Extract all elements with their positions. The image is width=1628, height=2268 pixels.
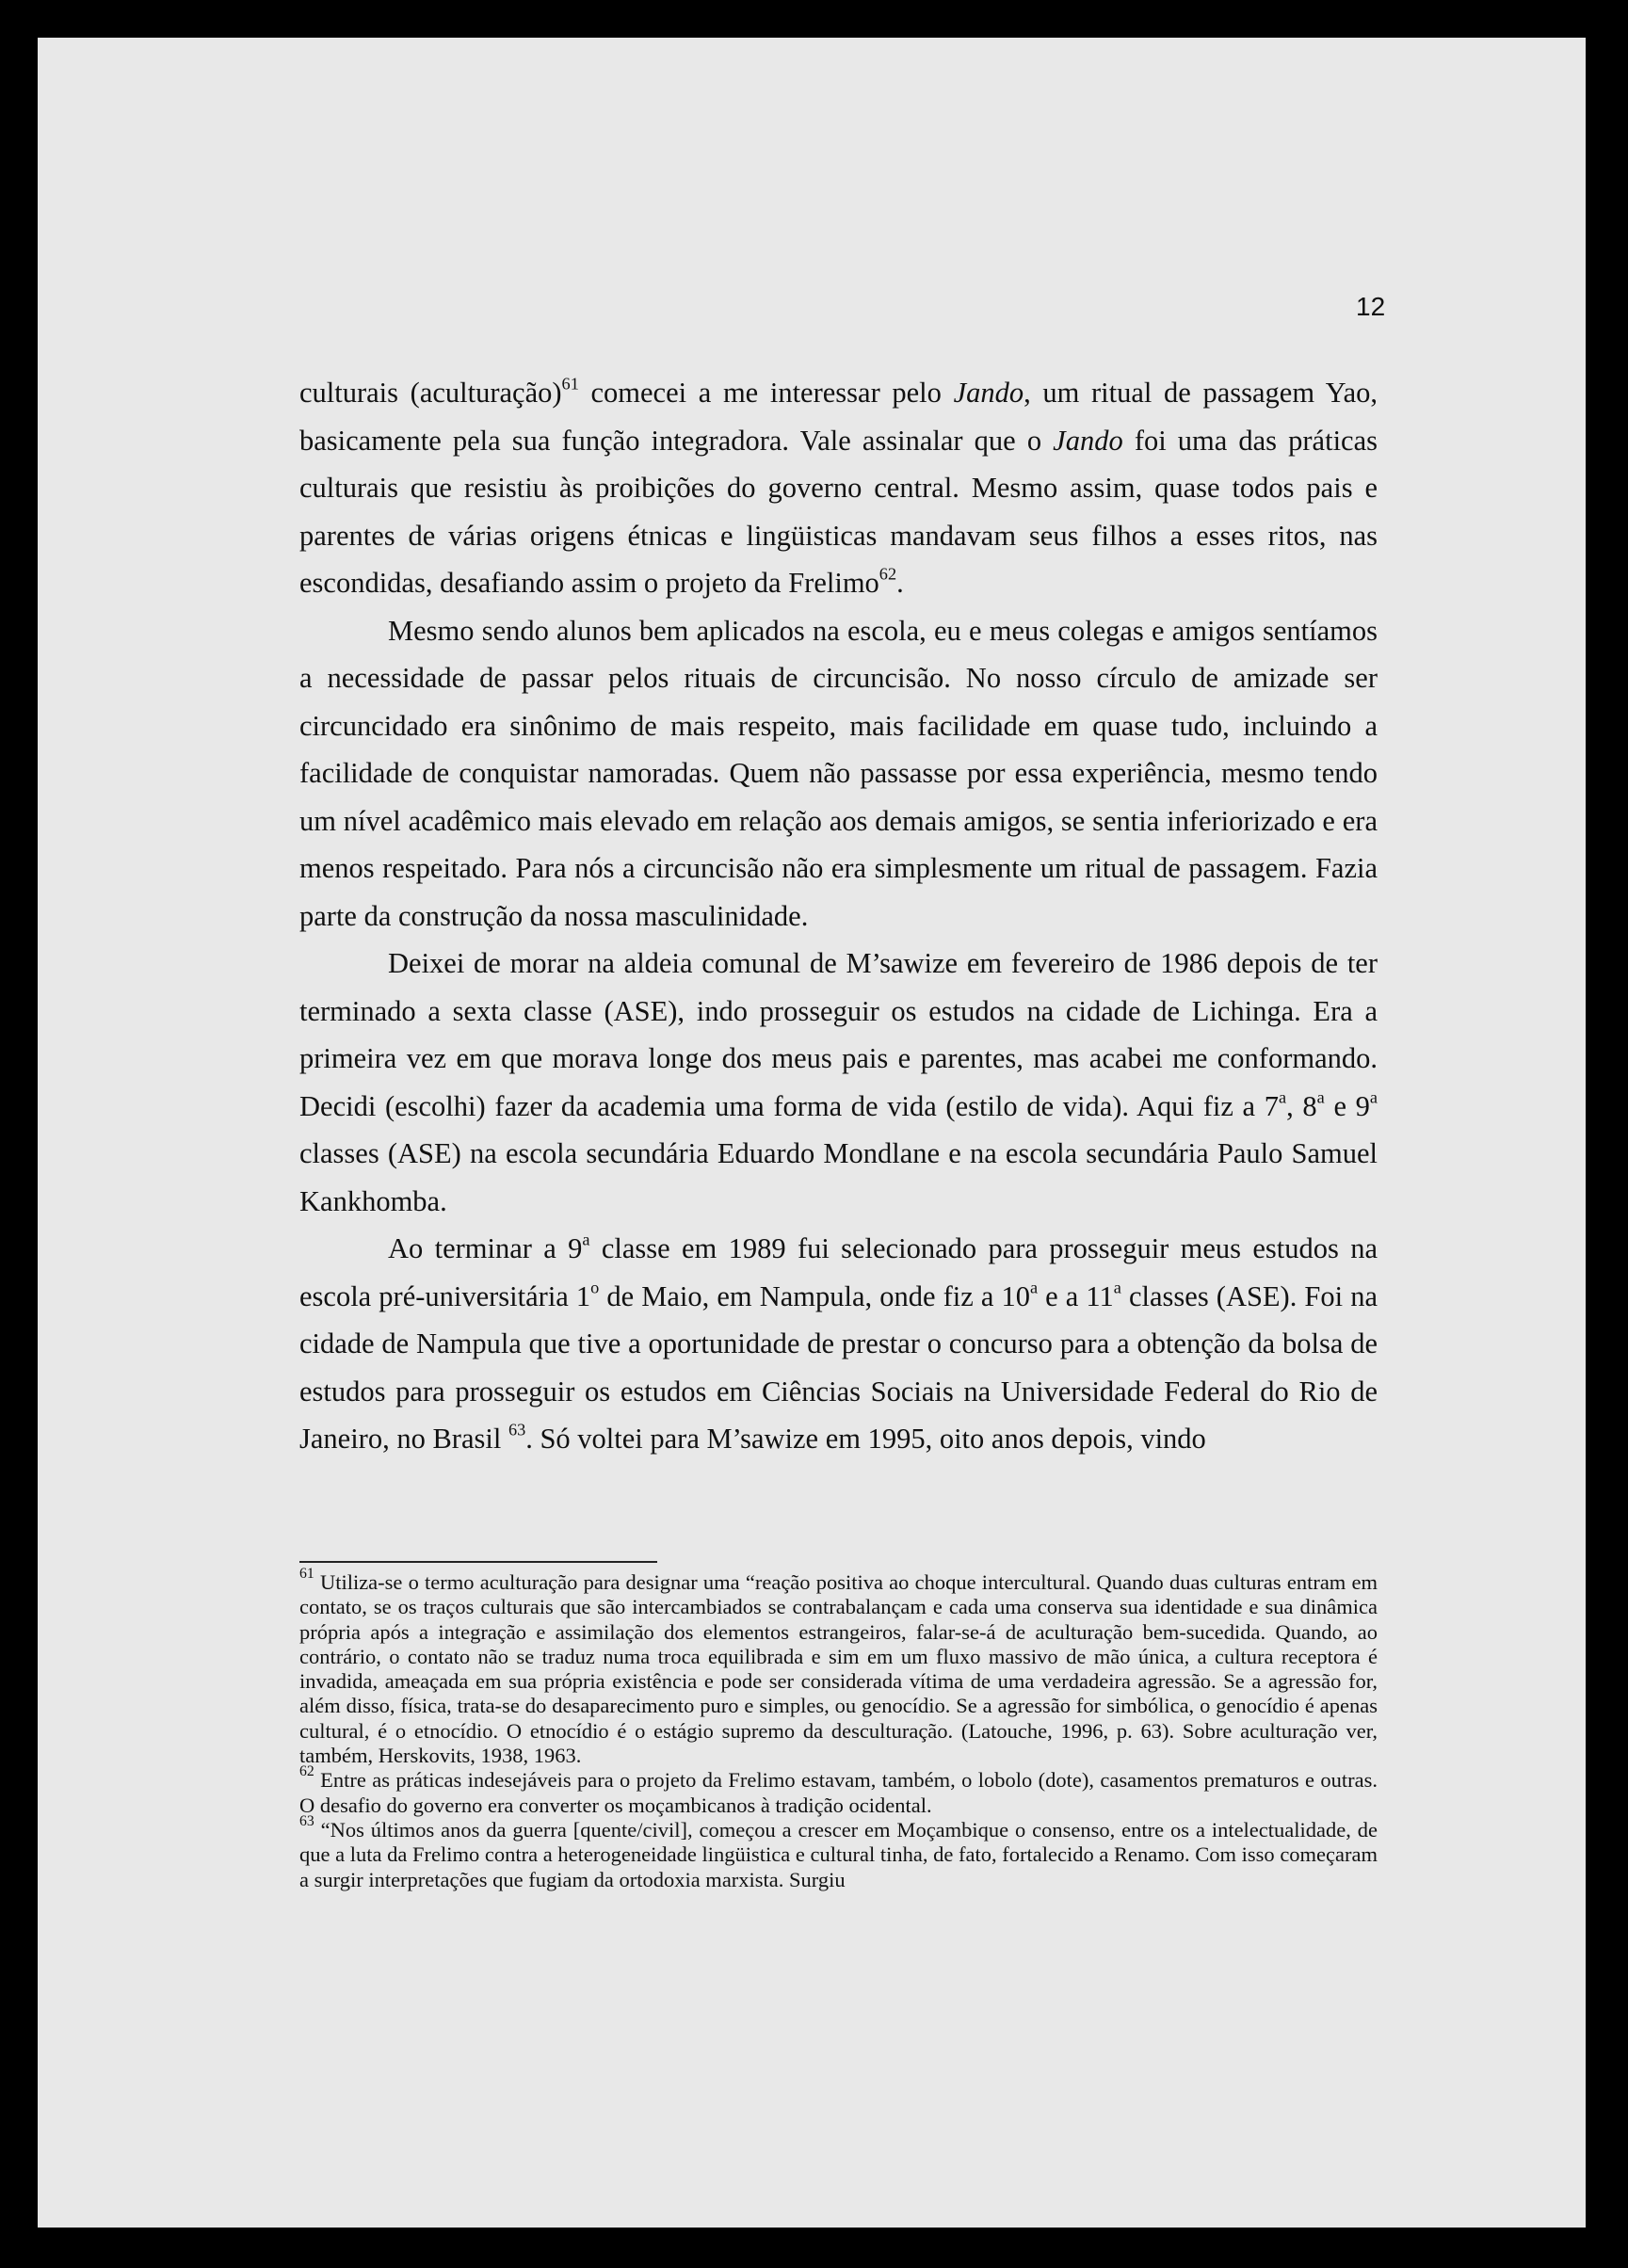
footnote-ref: 63 (299, 1813, 314, 1830)
text-run: . Só voltei para M’sawize em 1995, oito anos depois, vindo (525, 1423, 1206, 1455)
text-run: foi uma das práticas culturais que resistiu às proibições do governo central. Mesmo assim, quase todos pais e parentes de várias origens étnicas e lingüisticas mandavam seus filhos a esses ritos, nas escondidas, desafiando assim o projeto da Frelimo (299, 424, 1378, 599)
footnote-ref: 61 (299, 1566, 314, 1583)
footnote-ref: a (582, 1230, 590, 1249)
text-run: comecei a me interessar pelo (578, 377, 954, 409)
footnote (299, 1763, 1378, 1818)
footnote-ref: a (1278, 1086, 1287, 1106)
footnote-ref: a (1113, 1277, 1121, 1296)
footnote-ref: a (1316, 1086, 1325, 1106)
text-run: culturais (aculturação) (299, 377, 562, 409)
footnote-ref: a (1029, 1277, 1039, 1296)
text-run: “Nos últimos anos da guerra [quente/civil], começou a crescer em Moçambique o consenso, entre os a intelectualidade, de que a luta da Frelimo contra a heterogeneidade lingüistica e cultural tinha, de fato, fortalecido a Renamo. Com isso começaram a surgir interpretações que fugiam da ortodoxia marxista. Surgiu (299, 1817, 1378, 1891)
text-run: classes (ASE) na escola secundária Eduardo Mondlane e na escola secundária Paulo Samuel Kankhomba. (299, 1137, 1378, 1217)
italic-term: Jando (953, 377, 1024, 409)
footnote-ref: a (1369, 1086, 1378, 1106)
footnotes (299, 1566, 1378, 1892)
paragraph (299, 369, 1378, 607)
footnote-ref: 62 (299, 1763, 314, 1780)
text-run: Mesmo sendo alunos bem aplicados na escola, eu e meus colegas e amigos sentíamos a necessidade de passar pelos rituais de circuncisão. No nosso círculo de amizade ser circuncidado era sinônimo de mais respeito, mais facilidade em quase tudo, incluindo a facilidade de conquistar namoradas. Quem não passasse por essa experiência, mesmo tendo um nível acadêmico mais elevado em relação aos demais amigos, se sentia inferiorizado e era menos respeitado. Para nós a circuncisão não era simplesmente um ritual de passagem. Fazia parte da construção da nossa masculinidade. (299, 614, 1378, 932)
page-number: 12 (1356, 292, 1386, 321)
footnote-ref: 61 (561, 374, 579, 394)
text-run: , um ritual de passagem Yao, basicamente pela sua função integradora. Vale assinalar que o (299, 377, 1378, 457)
footnote (299, 1813, 1378, 1892)
footnote-ref: 63 (508, 1420, 526, 1440)
scanned-page (38, 38, 1586, 2228)
text-run: Ao terminar a 9 (388, 1232, 583, 1264)
text-run: , 8 (1286, 1089, 1317, 1122)
text-run: Utiliza-se o termo aculturação para designar uma “reação positiva ao choque intercultural. Quando duas culturas entram em contato, se os traços culturais que são intercambiados se contrabalançam e cada uma conserva sua identidade e sua dinâmica própria após a integração e assimilação dos elementos estrangeiros, falar-se-á de aculturação bem-sucedida. Quando, ao contrário, o contato não se traduz numa troca equilibrada e sim em um fluxo massivo de mão única, a cultura receptora é invadida, ameaçada em sua própria existência e pode ser considerada vítima de uma verdadeira agressão. Se a agressão for, além disso, física, trata-se do desaparecimento puro e simples, ou genocídio. Se a agressão for simbólica, o genocídio é apenas cultural, é o etnocídio. O etnocídio é o estágio supremo da desculturação. (Latouche, 1996, p. 63). Sobre aculturação ver, também, Herskovits, 1938, 1963. (299, 1570, 1378, 1768)
footnote-separator (299, 1561, 657, 1563)
footnote-ref: 62 (878, 564, 897, 584)
text-run: e 9 (1324, 1089, 1370, 1122)
text-run: Deixei de morar na aldeia comunal de M’sawize em fevereiro de 1986 depois de ter terminado a sexta classe (ASE), indo prosseguir os estudos na cidade de Lichinga. Era a primeira vez em que morava longe dos meus pais e parentes, mas acabei me conformando. Decidi (escolhi) fazer da academia uma forma de vida (estilo de vida). Aqui fiz a 7 (299, 947, 1378, 1122)
text-run: de Maio, em Nampula, onde fiz a 10 (599, 1279, 1030, 1312)
body-text (299, 369, 1378, 1463)
footnote (299, 1566, 1378, 1768)
text-run: e a 11 (1038, 1279, 1114, 1312)
text-run: . (896, 567, 904, 599)
footnote-ref: o (590, 1277, 600, 1296)
paragraph (299, 1225, 1378, 1463)
italic-term: Jando (1053, 424, 1123, 457)
paragraph (299, 607, 1378, 941)
text-run: Entre as práticas indesejáveis para o projeto da Frelimo estavam, também, o lobolo (dote), casamentos prematuros e outras. O desafio do governo era converter os moçambicanos à tradição ocidental. (299, 1768, 1378, 1817)
paragraph (299, 940, 1378, 1225)
text-run: classes (ASE). Foi na cidade de Nampula que tive a oportunidade de prestar o concurso para a obtenção da bolsa de estudos para prosseguir os estudos em Ciências Sociais na Universidade Federal do Rio de Janeiro, no Brasil (299, 1279, 1378, 1455)
text-run: classe em 1989 fui selecionado para prosseguir meus estudos na escola pré-universitária 1 (299, 1232, 1378, 1312)
